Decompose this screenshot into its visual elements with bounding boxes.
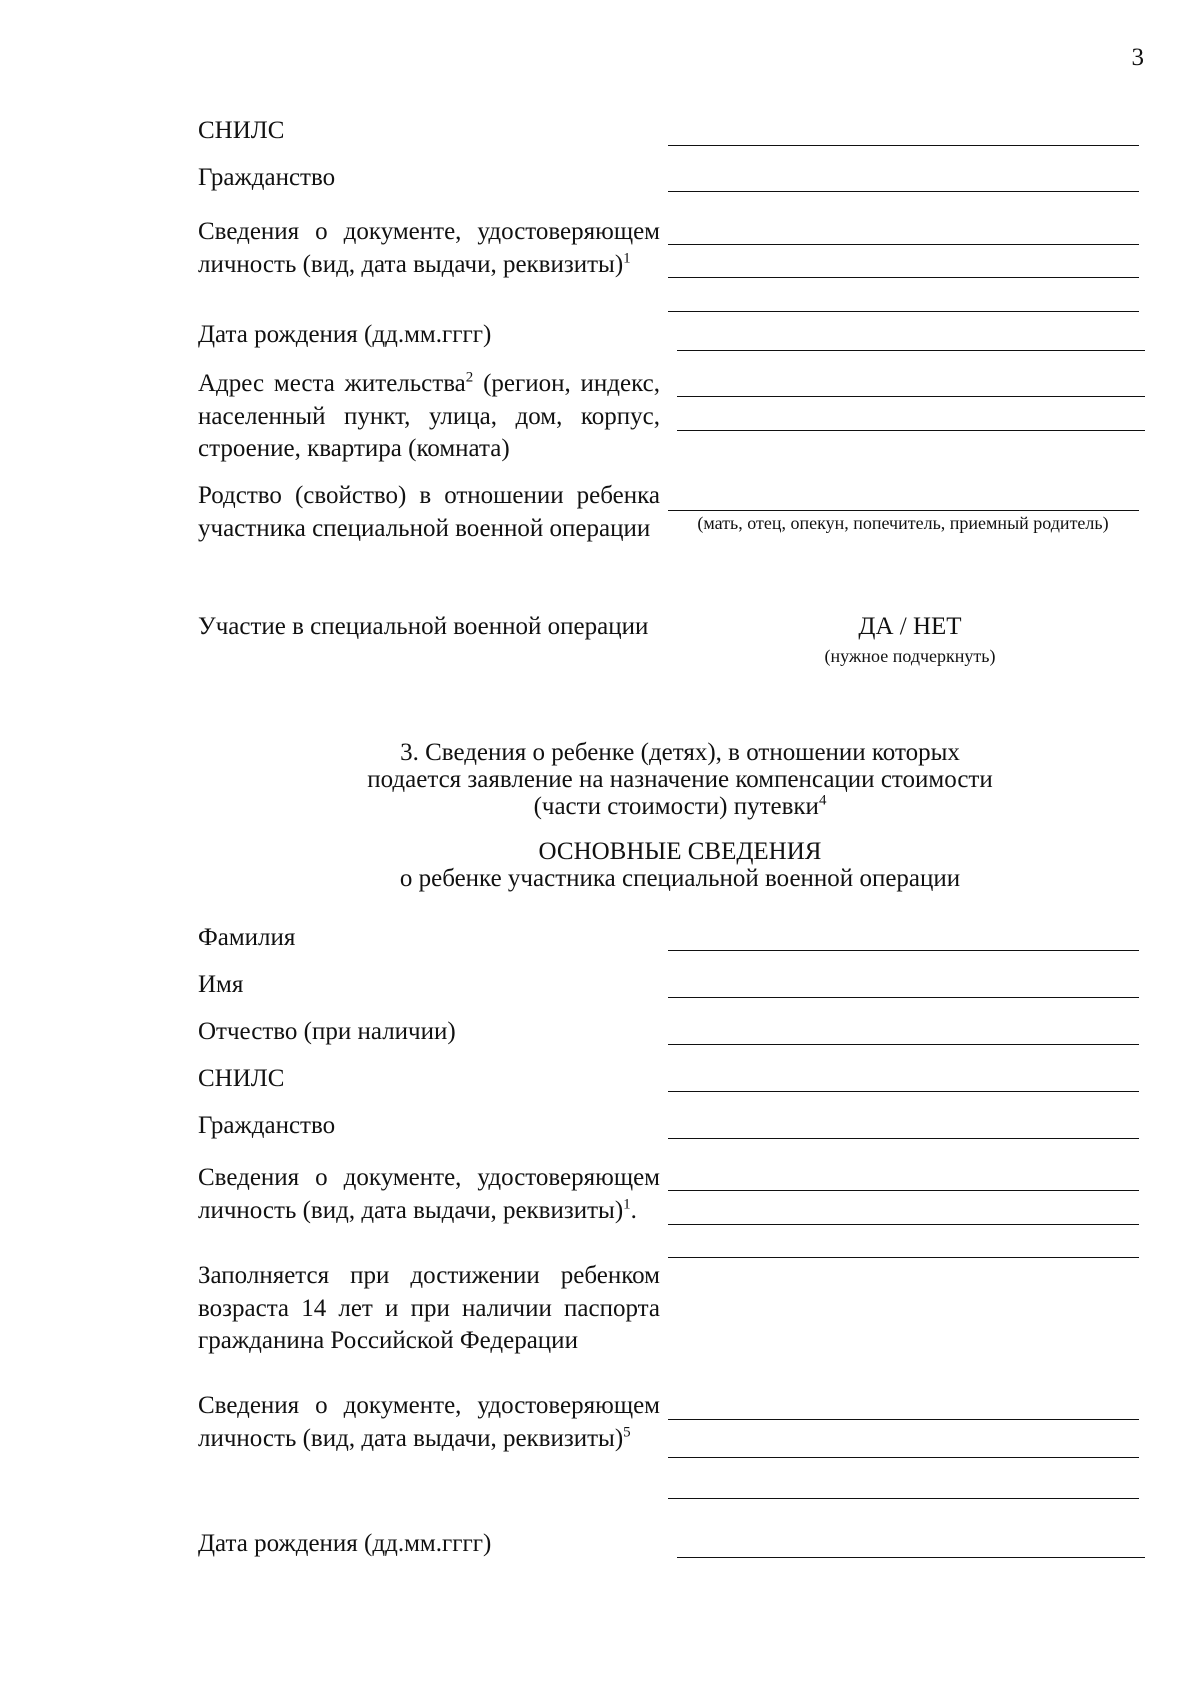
child-section-heading (198, 739, 1162, 820)
child-section-heading-line-3 (198, 793, 1162, 820)
child-section-heading-line-3-text: (части стоимости) путевки (533, 793, 819, 820)
child-id-doc-1-field-line-1[interactable] (668, 1190, 1139, 1191)
child-surname-field[interactable] (668, 950, 1139, 951)
child-snils-field[interactable] (668, 1091, 1139, 1092)
child-section-heading-line-1: 3. Сведения о ребенке (детях), в отношении которых (400, 739, 960, 766)
footnote-1-marker: 1 (623, 250, 631, 267)
parent-snils-field[interactable] (668, 145, 1139, 146)
child-id-doc-2-field-line-1[interactable] (668, 1419, 1139, 1420)
parent-kinship-hint: (мать, отец, опекун, попечитель, приемный родитель) (697, 513, 1109, 533)
child-id-doc-1-label-text: Сведения о документе, удостоверяющем личность (вид, дата выдачи, реквизиты) (198, 1164, 660, 1224)
child-citizenship-label: Гражданство (198, 1112, 336, 1139)
parent-kinship-label: Родство (свойство) в отношении ребенка участника специальной военной операции (198, 482, 660, 542)
child-patronymic-label: Отчество (при наличии) (198, 1018, 456, 1045)
child-name-field[interactable] (668, 997, 1139, 998)
child-surname-label: Фамилия (198, 924, 296, 951)
child-id-doc-2-field-line-3[interactable] (668, 1498, 1139, 1499)
parent-id-doc-field-line-3[interactable] (668, 311, 1139, 312)
child-id-doc-2-field-line-2[interactable] (668, 1457, 1139, 1458)
parent-citizenship-field[interactable] (668, 191, 1139, 192)
parent-snils-label: СНИЛС (198, 117, 285, 144)
child-id-doc-2-label (198, 1390, 660, 1455)
parent-birth-date-label: Дата рождения (дд.мм.гггг) (198, 321, 492, 348)
child-name-label: Имя (198, 971, 244, 998)
footnote-2-marker: 2 (465, 369, 474, 386)
footnote-1-marker-child: 1 (623, 1196, 631, 1213)
parent-id-doc-field-line-2[interactable] (668, 277, 1139, 278)
child-id-doc-1-label (198, 1162, 660, 1227)
child-section-heading-line-2: подается заявление на назначение компенсации стоимости (367, 766, 993, 793)
parent-kinship-field[interactable] (668, 510, 1139, 511)
child-id-doc-2-label-text: Сведения о документе, удостоверяющем личность (вид, дата выдачи, реквизиты) (198, 1392, 660, 1452)
child-snils-label: СНИЛС (198, 1065, 285, 1092)
child-birth-date-field[interactable] (677, 1557, 1145, 1558)
footnote-4-marker: 4 (818, 792, 827, 809)
parent-svo-participation-label: Участие в специальной военной операции (198, 613, 649, 640)
parent-citizenship-label: Гражданство (198, 164, 336, 191)
parent-id-doc-label (198, 216, 660, 281)
child-birth-date-label: Дата рождения (дд.мм.гггг) (198, 1530, 492, 1557)
parent-address-field-line-1[interactable] (677, 396, 1145, 397)
child-subheading (198, 838, 1162, 892)
parent-address-label (198, 368, 660, 466)
svo-underline-hint: (нужное подчеркнуть) (824, 646, 996, 666)
parent-address-field-line-2[interactable] (677, 430, 1145, 431)
page-number: 3 (1131, 44, 1144, 71)
parent-id-doc-label-text: Сведения о документе, удостоверяющем личность (вид, дата выдачи, реквизиты) (198, 218, 660, 278)
child-patronymic-field[interactable] (668, 1044, 1139, 1045)
parent-birth-date-field[interactable] (677, 350, 1145, 351)
child-id-doc-1-field-line-3[interactable] (668, 1257, 1139, 1258)
child-subheading-text: о ребенке участника специальной военной операции (399, 865, 961, 892)
parent-id-doc-field-line-1[interactable] (668, 244, 1139, 245)
child-id-doc-1-label-period: . (630, 1196, 637, 1224)
child-citizenship-field[interactable] (668, 1138, 1139, 1139)
footnote-5-marker: 5 (623, 1424, 631, 1441)
child-subheading-title: ОСНОВНЫЕ СВЕДЕНИЯ (538, 838, 822, 865)
parent-address-label-rest: (регион, индекс, населенный пункт, улица, дом, корпус, строение, квартира (комната) (198, 370, 660, 462)
parent-address-label-start: Адрес места жительства (198, 370, 466, 397)
child-id-doc-1-note: Заполняется при достижении ребенком возраста 14 лет и при наличии паспорта гражданина Российской Федерации (198, 1262, 660, 1354)
child-id-doc-1-field-line-2[interactable] (668, 1224, 1139, 1225)
svo-yes-no-options[interactable]: ДА / НЕТ (858, 613, 962, 640)
